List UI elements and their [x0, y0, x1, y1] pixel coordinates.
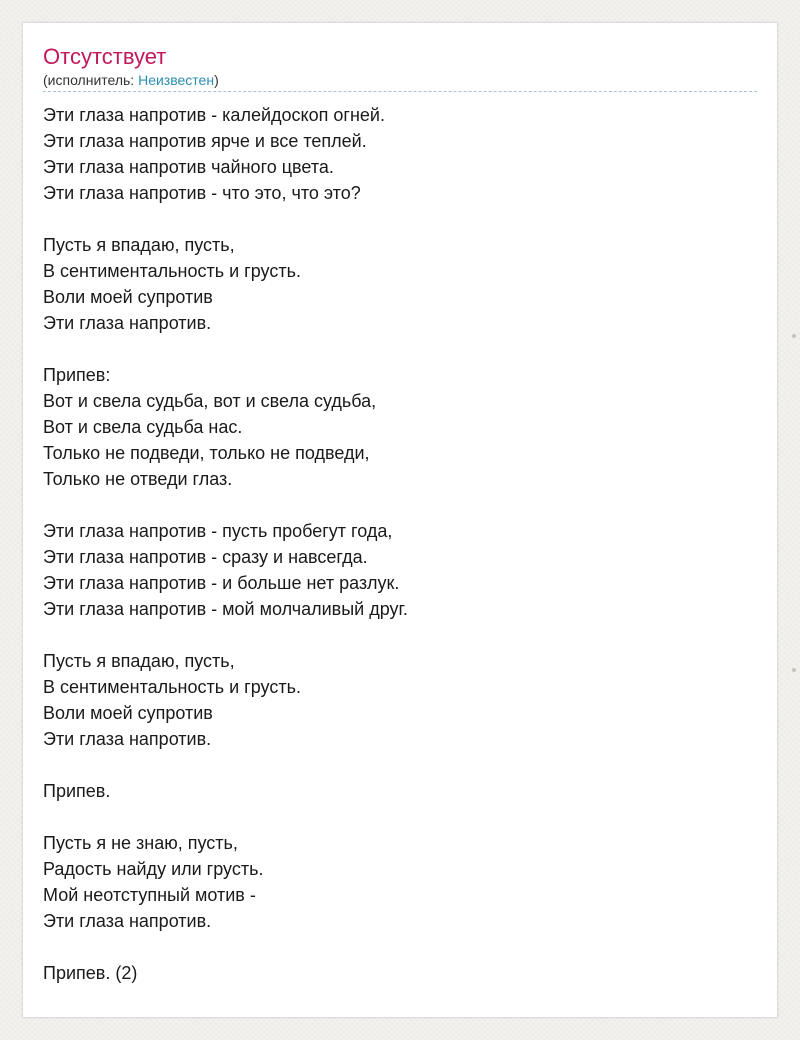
- edge-decoration: [792, 668, 796, 672]
- lyrics-stanza: [43, 232, 757, 336]
- lyric-line: Только не отведи глаз.: [43, 469, 233, 489]
- artist-link[interactable]: Неизвестен: [138, 72, 215, 88]
- song-title: Отсутствует: [43, 44, 167, 69]
- lyric-line: Мой неотступный мотив -: [43, 885, 256, 905]
- lyric-line: Пусть я не знаю, пусть,: [43, 833, 238, 853]
- lyric-line: Радость найду или грусть.: [43, 859, 264, 879]
- lyric-line: Пусть я впадаю, пусть,: [43, 651, 235, 671]
- lyric-line: Эти глаза напротив - калейдоскоп огней.: [43, 105, 385, 125]
- lyric-line: Эти глаза напротив - сразу и навсегда.: [43, 547, 368, 567]
- lyric-line: Эти глаза напротив - пусть пробегут года,: [43, 521, 393, 541]
- lyric-line: Эти глаза напротив чайного цвета.: [43, 157, 334, 177]
- lyrics-card: [22, 22, 778, 1018]
- lyric-line: Пусть я впадаю, пусть,: [43, 235, 235, 255]
- artist-line: [43, 71, 757, 92]
- lyric-line: В сентиментальность и грусть.: [43, 261, 301, 281]
- edge-decoration: [792, 334, 796, 338]
- lyric-line: Вот и свела судьба нас.: [43, 417, 243, 437]
- lyrics-stanza: [43, 518, 757, 622]
- lyric-line: Эти глаза напротив.: [43, 911, 212, 931]
- lyric-line: Эти глаза напротив ярче и все теплей.: [43, 131, 367, 151]
- lyric-line: Эти глаза напротив - что это, что это?: [43, 183, 361, 203]
- lyric-line: Эти глаза напротив - мой молчаливый друг.: [43, 599, 408, 619]
- lyric-line: Эти глаза напротив - и больше нет разлук.: [43, 573, 400, 593]
- lyrics-stanza: [43, 648, 757, 752]
- lyric-line: Вот и свела судьба, вот и свела судьба,: [43, 391, 377, 411]
- lyrics-body: [43, 102, 757, 986]
- lyric-line: Припев. (2): [43, 963, 138, 983]
- lyric-line: Воли моей супротив: [43, 703, 213, 723]
- lyric-line: Только не подведи, только не подведи,: [43, 443, 370, 463]
- lyrics-stanza: [43, 830, 757, 934]
- lyric-line: Воли моей супротив: [43, 287, 213, 307]
- lyrics-stanza: [43, 362, 757, 492]
- lyrics-stanza: [43, 778, 757, 804]
- lyric-line: Эти глаза напротив.: [43, 313, 212, 333]
- artist-prefix: (исполнитель:: [43, 72, 139, 88]
- lyrics-stanza: [43, 102, 757, 206]
- lyrics-stanza: [43, 960, 757, 986]
- lyric-line: Припев.: [43, 781, 111, 801]
- artist-suffix: ): [214, 72, 219, 88]
- lyric-line: Эти глаза напротив.: [43, 729, 212, 749]
- lyric-line: В сентиментальность и грусть.: [43, 677, 301, 697]
- lyric-line: Припев:: [43, 365, 111, 385]
